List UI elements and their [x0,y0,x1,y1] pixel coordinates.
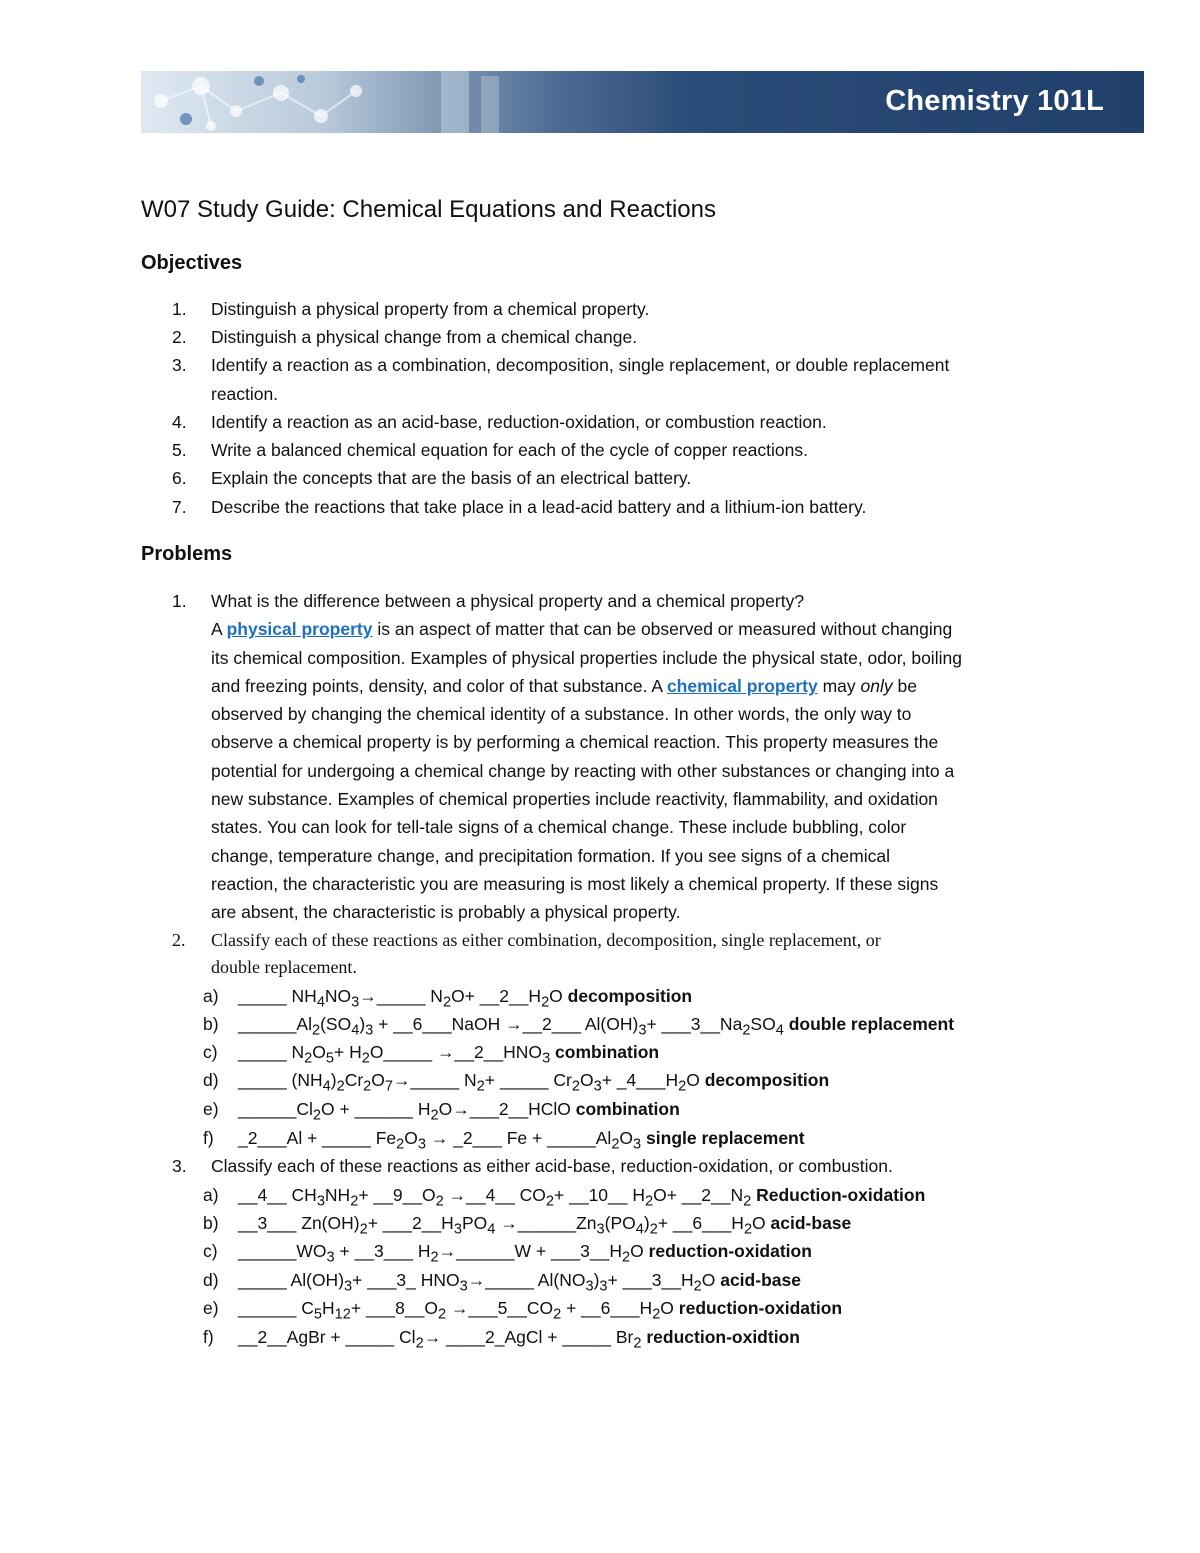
reaction-answer: reduction-oxidation [648,1241,812,1261]
physical-property-link[interactable]: physical property [226,619,373,639]
reaction-answer: acid-base [720,1270,801,1290]
reaction-answer: reduction-oxidation [678,1298,843,1318]
reaction-answer: acid-base [770,1213,852,1233]
reaction-answer: single replacement [646,1128,805,1148]
reaction-answer: double replacement [788,1014,955,1034]
problem-1-answer-line: A physical property is an aspect of matter that can be observed or measured without changing [211,619,953,639]
reaction-answer: combination [555,1042,660,1062]
reaction-answer: reduction-oxidtion [646,1327,800,1347]
problem-1-answer-line: and freezing points, density, and color of that substance. A chemical property may only be [211,676,917,696]
problem-2-question-cont: double replacement. [211,957,357,977]
problem-1-answer-line: reaction, the characteristic you are measuring is most likely a chemical property. If these signs [211,874,939,894]
problem-1-answer-line: states. You can look for tell-tale signs of a chemical change. These include bubbling, color [211,817,907,837]
chemical-property-link[interactable]: chemical property [666,676,818,696]
objectives-heading: Objectives [141,252,243,274]
problem-1-answer-line: are absent, the characteristic is probably a physical property. [211,902,681,922]
problem-1-answer-line: observed by changing the chemical identity of a substance. In other words, the only way to [211,704,912,724]
problem-1-answer-line: new substance. Examples of chemical properties include reactivity, flammability, and oxidation [211,789,938,809]
course-title: Chemistry 101L [885,85,1104,117]
problems-heading: Problems [141,543,233,565]
page-title: W07 Study Guide: Chemical Equations and Reactions [141,196,716,223]
reaction-answer: Reduction-oxidation [756,1185,926,1205]
problem-1-answer-line: observe a chemical property is by performing a chemical reaction. This property measures the [211,732,939,752]
problem-1-answer-line: its chemical composition. Examples of physical properties include the physical state, odor, boiling [211,648,962,668]
header-banner [141,71,1144,133]
molecule-illustration [141,71,561,133]
reaction-answer: combination [575,1099,680,1119]
problem-1-answer-line: change, temperature change, and precipitation formation. If you see signs of a chemical [211,846,891,866]
reaction-answer: decomposition [704,1070,830,1090]
problem-1-answer-line: potential for undergoing a chemical change by reacting with other substances or changing into a [211,761,955,781]
reaction-answer: decomposition [567,986,693,1006]
